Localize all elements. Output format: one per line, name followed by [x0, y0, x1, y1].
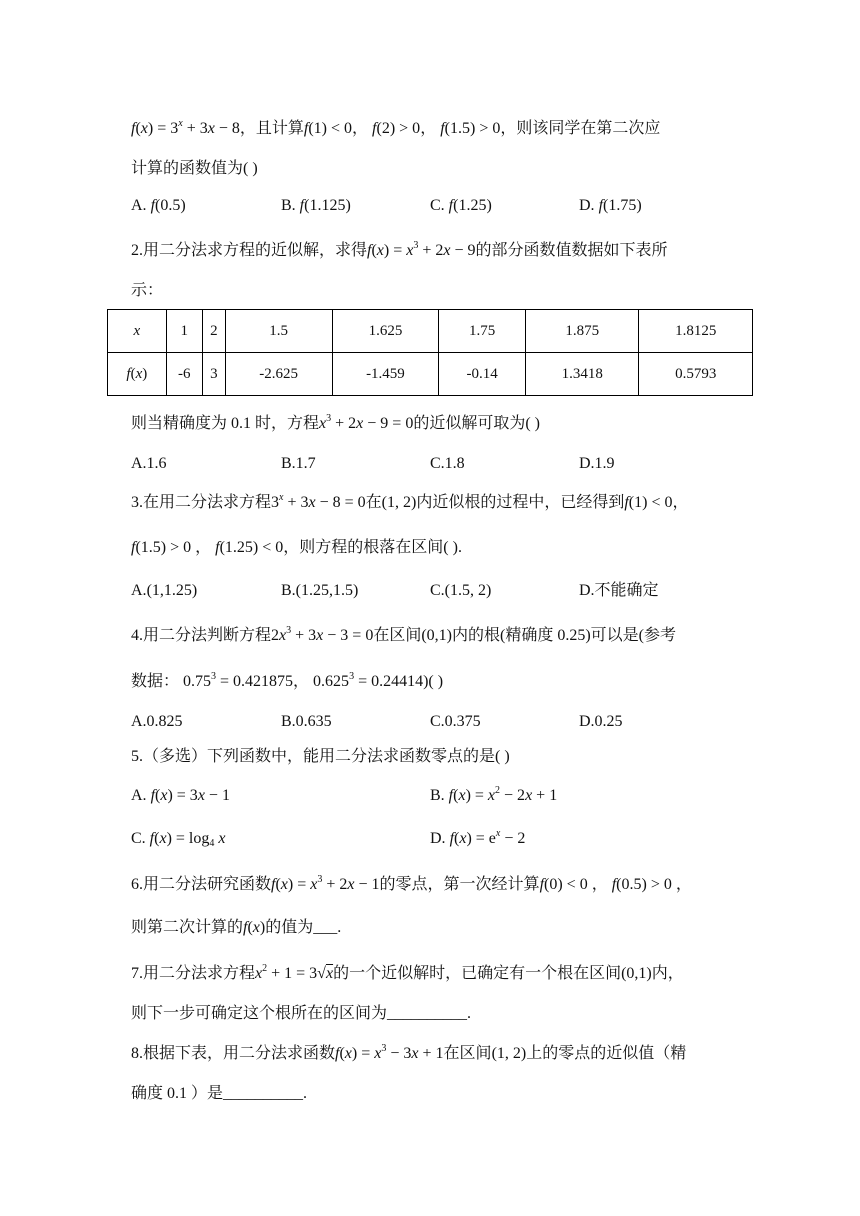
q4-option-d[interactable]: D.0.25	[579, 713, 623, 730]
table-cell: 2	[202, 310, 225, 353]
q2-option-a[interactable]: A.1.6	[131, 455, 167, 472]
q5-option-a[interactable]: A. f(x) = 3x − 1	[131, 787, 230, 804]
q2-option-c[interactable]: C.1.8	[430, 455, 465, 472]
q2-line-3: 则当精确度为 0.1 时，方程$x^3 + 2x - 9 = 0$的近似解可取为( )	[131, 413, 540, 432]
q1-text-b: ，则该同学在第二次应	[500, 120, 661, 137]
q1-option-b[interactable]: B. f(1.125)	[281, 197, 351, 214]
q5-stem: 5.（多选）下列函数中，能用二分法求函数零点的是( )	[131, 748, 510, 765]
q2-option-d[interactable]: D.1.9	[579, 455, 615, 472]
q3-option-b[interactable]: B.(1.25,1.5)	[281, 582, 359, 599]
table-cell: 1.8125	[639, 310, 753, 353]
q3-option-c[interactable]: C.(1.5, 2)	[430, 582, 492, 599]
q5-option-d[interactable]: D. $f(x) = e^x - 2$	[430, 828, 526, 847]
q4-option-c[interactable]: C.0.375	[430, 713, 481, 730]
q4-line-1: 4.用二分法判断方程$2x^3 + 3x - 3 = 0$在区间(0,1)内的根(精确度 0.25)可以是(参考	[131, 625, 676, 644]
table-row	[108, 353, 753, 396]
table-cell: -6	[166, 353, 202, 396]
table-cell: 1.875	[525, 310, 639, 353]
q5-option-b[interactable]: B. $f(x) = x^2 - 2x + 1$	[430, 785, 558, 804]
table-cell: 1	[166, 310, 202, 353]
q3-line-2: f(1.5) > 0 ， f(1.25) < 0，则方程的根落在区间( ).	[131, 539, 462, 556]
q2-values-table	[107, 309, 753, 396]
q2-option-b[interactable]: B.1.7	[281, 455, 316, 472]
q1-option-d[interactable]: D. f(1.75)	[579, 197, 642, 214]
q8-line-1: 8.根据下表，用二分法求函数$f(x) = x^3 - 3x + 1$在区间(1, 2)上的零点的近似值（精	[131, 1043, 687, 1062]
q6-line-1: 6.用二分法研究函数$f(x) = x^3 + 2x - 1$的零点，第一次经计算f(0) < 0 ， f(0.5) > 0 ，	[131, 874, 692, 893]
q7-line-1: 7.用二分法求方程$x^2 + 1 = 3√x$的一个近似解时，已确定有一个根在区间(0,1)内，	[131, 963, 684, 982]
table-cell: -1.459	[332, 353, 439, 396]
q4-option-a[interactable]: A.0.825	[131, 713, 183, 730]
table-cell: -2.625	[225, 353, 332, 396]
table-cell: -0.14	[439, 353, 526, 396]
q3-option-d[interactable]: D.不能确定	[579, 582, 659, 599]
q1-line-2: 计算的函数值为( )	[131, 160, 258, 177]
q1-text-a: ，且计算	[239, 120, 304, 137]
table-header-fx: f(x)	[108, 353, 167, 396]
q1-option-c[interactable]: C. f(1.25)	[430, 197, 492, 214]
q2-line-1: 2.用二分法求方程的近似解，求得$f(x) = x^3 + 2x - 9$的部分函数值数据如下表所	[131, 240, 668, 259]
q4-option-b[interactable]: B.0.635	[281, 713, 332, 730]
q1-line-1: $f(x) = 3^x + 3x - 8$，且计算f(1) < 0， f(2) > 0， f(1.5) > 0，则该同学在第二次应	[131, 118, 661, 137]
q3-option-a[interactable]: A.(1,1.25)	[131, 582, 198, 599]
table-cell: 0.5793	[639, 353, 753, 396]
table-cell: 1.3418	[525, 353, 639, 396]
q6-line-2: 则第二次计算的f(x)的值为___.	[131, 919, 342, 936]
table-cell: 1.75	[439, 310, 526, 353]
table-cell: 3	[202, 353, 225, 396]
table-header-x: x	[108, 310, 167, 353]
q3-line-1: 3.在用二分法求方程$3^x + 3x - 8 = 0$在(1, 2)内近似根的过程中，已经得到f(1) < 0，	[131, 492, 689, 511]
table-row	[108, 310, 753, 353]
q7-line-2: 则下一步可确定这个根所在的区间为__________.	[131, 1005, 472, 1022]
table-cell: 1.625	[332, 310, 439, 353]
table-cell: 1.5	[225, 310, 332, 353]
q4-line-2: 数据： $0.75^3 = 0.421875$， $0.625^3 = 0.24414$)( )	[131, 671, 444, 690]
q8-line-2: 确度 0.1 ）是__________.	[131, 1085, 308, 1102]
q1-option-a[interactable]: A. f(0.5)	[131, 197, 186, 214]
q5-option-c[interactable]: C. $f(x) = \log_4 x$	[131, 830, 226, 849]
q2-line-2: 示：	[131, 282, 164, 299]
